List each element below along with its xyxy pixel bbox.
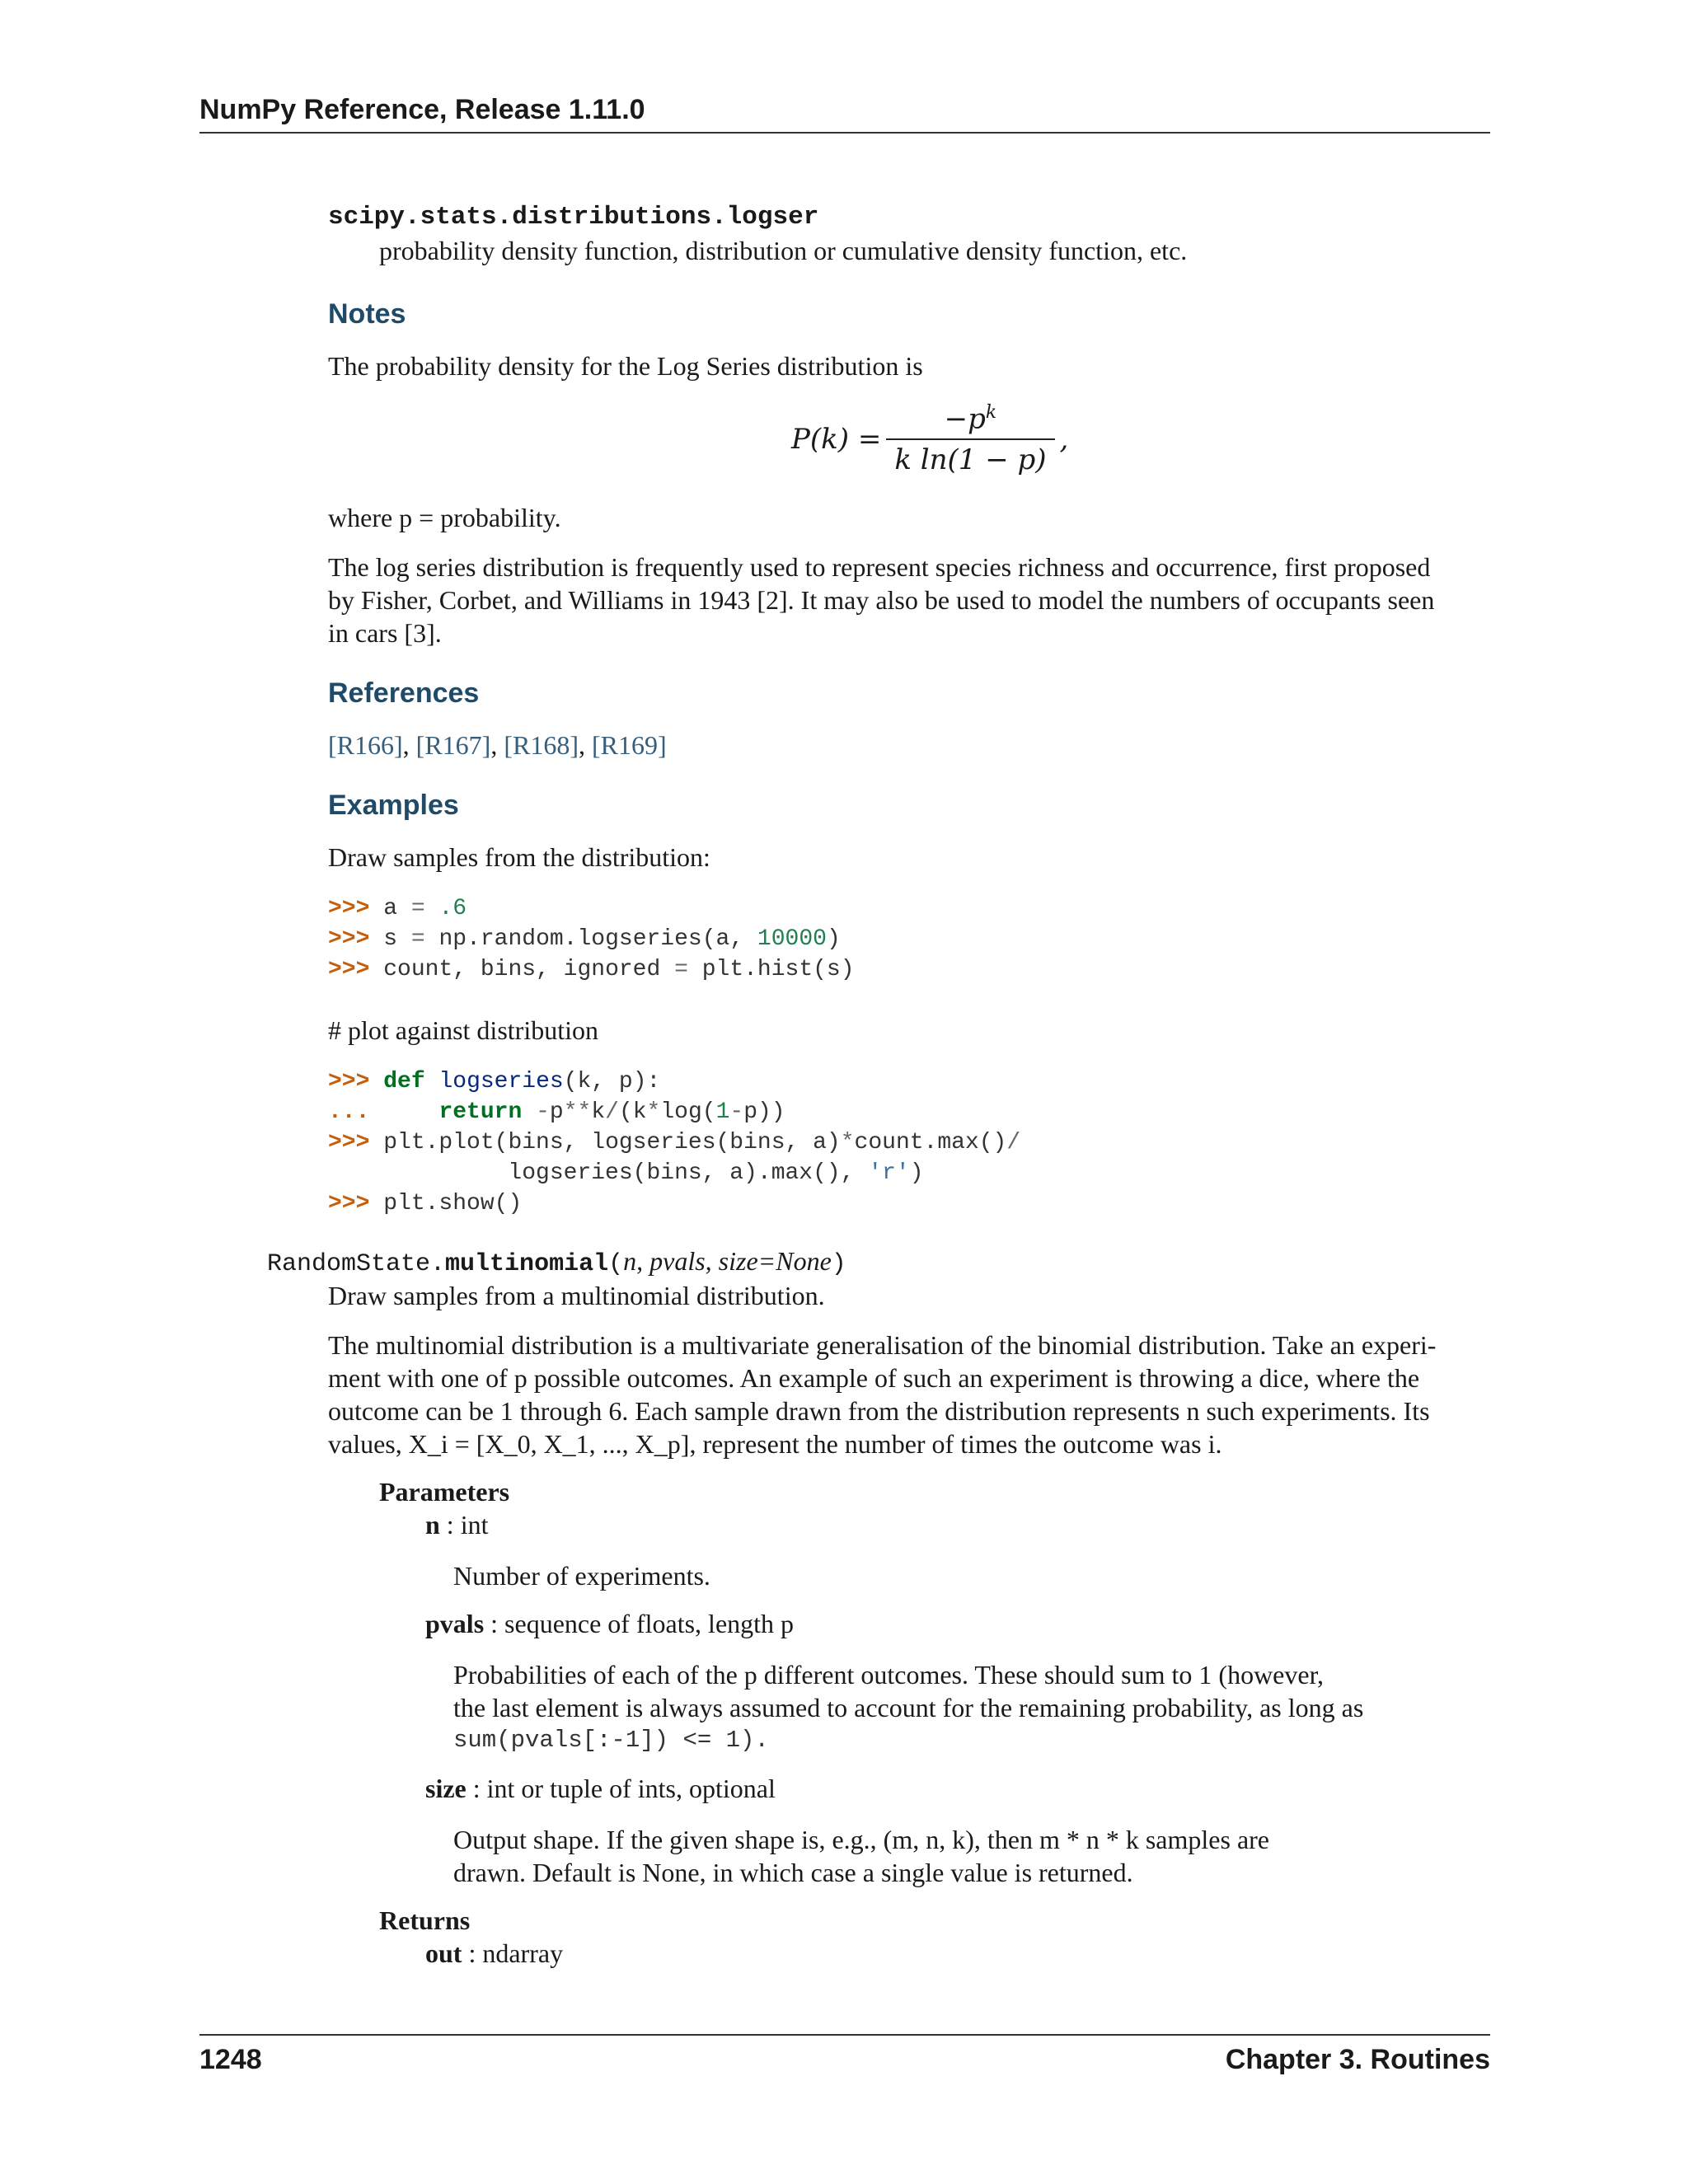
- code-block-2: >>> def logseries(k, p): ... return -p**k/(k*log(1-p)) >>> plt.plot(bins, logseries(bins, a)*count.max()/ logseries(bins, a).max(), 'r') >>> plt.show(): [328, 1069, 1021, 1216]
- reference-link[interactable]: [R167]: [415, 730, 491, 760]
- param-pvals: [425, 1609, 794, 1639]
- notes-paragraph: [328, 551, 1498, 649]
- references-heading: References: [328, 677, 480, 709]
- signature-args: n, pvals, size=None: [623, 1246, 832, 1276]
- return-out: [425, 1938, 563, 1969]
- returns-heading: Returns: [379, 1905, 471, 1935]
- notes-intro: The probability density for the Log Series distribution is: [328, 351, 923, 381]
- param-n: [425, 1510, 488, 1540]
- description-line: outcome can be 1 through 6. Each sample drawn from the distribution represents n such experiments. Its: [328, 1396, 1430, 1426]
- return-out-label: out: [425, 1938, 462, 1968]
- see-also-description: probability density function, distribution or cumulative density function, etc.: [379, 236, 1188, 265]
- param-pvals-label: pvals: [425, 1609, 485, 1638]
- param-pvals-desc: Probabilities of each of the p different outcomes. These should sum to 1 (however, the last element is always assumed to account for the remaining probability, as long as sum(pvals[:-1]) <= 1).: [453, 1660, 1364, 1754]
- examples-intro: Draw samples from the distribution:: [328, 842, 710, 872]
- formula-trail: ,: [1059, 423, 1069, 457]
- formula-denominator: k ln(1 − p): [886, 438, 1054, 476]
- reference-link[interactable]: [R169]: [591, 730, 667, 760]
- description-line: The multinomial distribution is a multivariate generalisation of the binomial distribution. Take an experi-: [328, 1330, 1437, 1360]
- page-footer: [199, 2034, 1490, 2085]
- references-list: [R166], [R167], [R168], [R169]: [328, 730, 667, 760]
- code-block-1: >>> a = .6 >>> s = np.random.logseries(a, 10000) >>> count, bins, ignored = plt.hist(s): [328, 896, 855, 982]
- formula-lhs: P(k) =: [791, 423, 882, 457]
- param-pvals-type: : sequence of floats, length p: [484, 1609, 795, 1638]
- param-size-label: size: [425, 1774, 467, 1803]
- description-paragraph: [328, 1329, 1498, 1460]
- description-line: values, X_i = [X_0, X_1, ..., X_p], represent the number of times the outcome was i.: [328, 1429, 1222, 1459]
- page-number: 1248: [199, 2044, 262, 2075]
- param-size-desc: Output shape. If the given shape is, e.g., (m, n, k), then m * n * k samples are drawn. Default is None, in which case a single value is returned.: [453, 1825, 1269, 1887]
- param-n-type: : int: [439, 1510, 489, 1540]
- reference-link[interactable]: [R166]: [328, 730, 403, 760]
- notes-line: The log series distribution is frequently used to represent species richness and occurrence, first proposed: [328, 552, 1431, 582]
- header-title: NumPy Reference, Release 1.11.0: [199, 94, 645, 125]
- param-size-type: : int or tuple of ints, optional: [466, 1774, 776, 1803]
- param-size: [425, 1774, 776, 1804]
- param-n-label: n: [425, 1510, 440, 1540]
- reference-link[interactable]: [R168]: [504, 730, 579, 760]
- see-also-link[interactable]: scipy.stats.distributions.logser: [328, 203, 819, 232]
- param-n-desc: Number of experiments.: [453, 1561, 710, 1591]
- page-header: [199, 91, 1490, 134]
- notes-where: where p = probability.: [328, 503, 561, 532]
- signature-summary: Draw samples from a multinomial distribution.: [328, 1281, 825, 1310]
- function-signature: RandomState.multinomial(n, pvals, size=None): [267, 1246, 846, 1278]
- formula-numerator: $-p^k$: [944, 402, 997, 436]
- notes-heading: Notes: [328, 298, 406, 330]
- examples-comment: # plot against distribution: [328, 1015, 598, 1045]
- notes-line: in cars [3].: [328, 618, 442, 648]
- signature-name: multinomial: [445, 1250, 609, 1278]
- examples-heading: Examples: [328, 790, 459, 821]
- formula-fraction: [886, 402, 1054, 476]
- description-line: ment with one of p possible outcomes. An example of such an experiment is throwing a dice, where the: [328, 1363, 1420, 1393]
- parameters-heading: Parameters: [379, 1477, 510, 1507]
- notes-line: by Fisher, Corbet, and Williams in 1943 [2]. It may also be used to model the numbers of occupants seen: [328, 585, 1435, 615]
- signature-prefix: RandomState.: [267, 1250, 446, 1278]
- formula: [791, 402, 1068, 476]
- chapter-title: Chapter 3. Routines: [1225, 2044, 1490, 2075]
- return-out-type: : ndarray: [462, 1938, 564, 1968]
